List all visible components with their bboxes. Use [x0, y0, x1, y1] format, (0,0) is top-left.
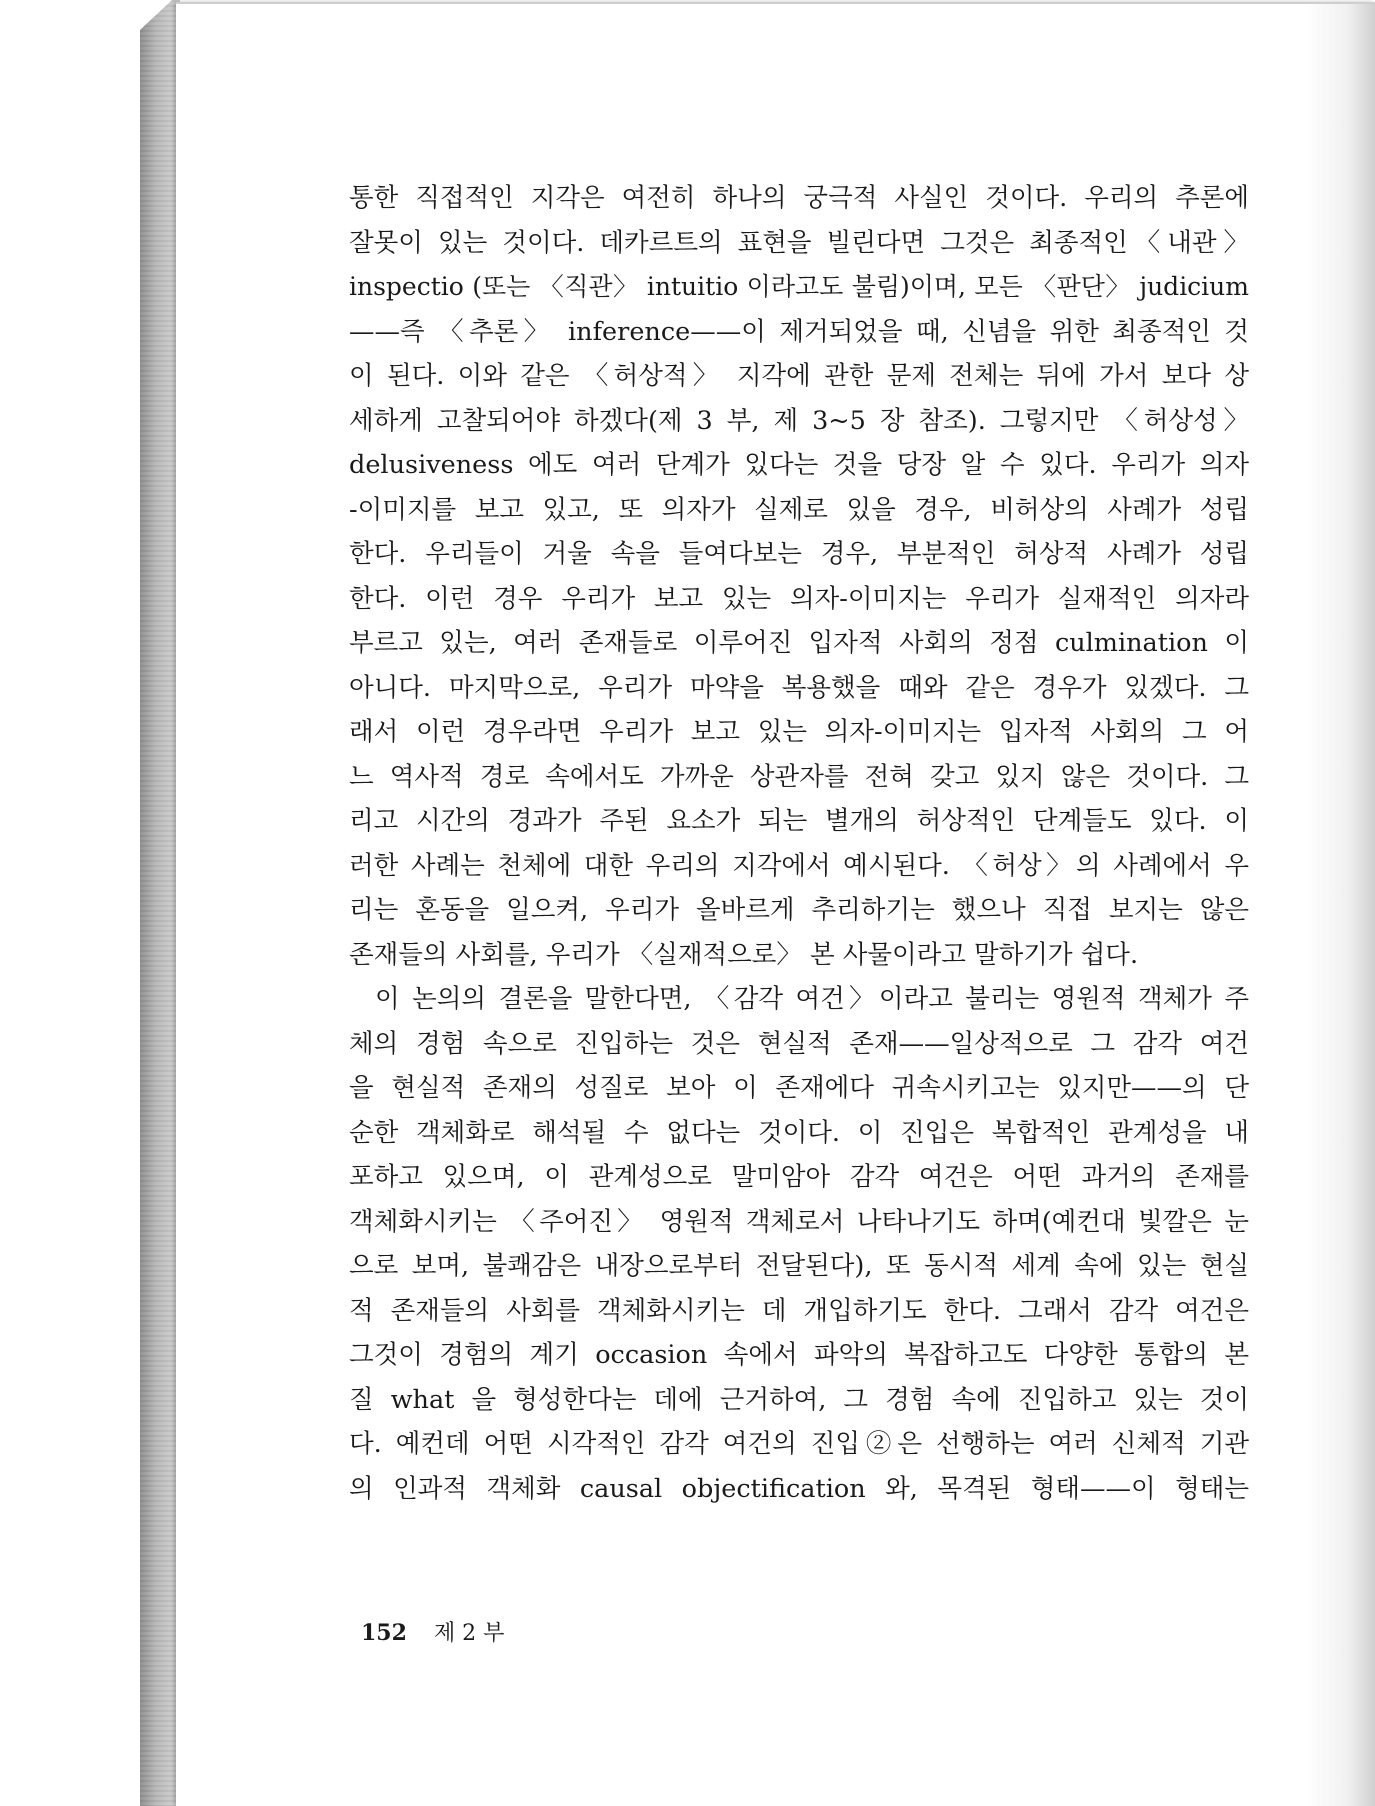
text-line: 러한 사례는 천체에 대한 우리의 지각에서 예시된다. 〈허상〉의 사례에서 우 [349, 850, 1249, 881]
text-line: 느 역사적 경로 속에서도 가까운 상관자를 전혀 갖고 있지 않은 것이다. 그 [349, 761, 1249, 792]
text-line: 존재들의 사회를, 우리가 〈실재적으로〉 본 사물이라고 말하기가 쉽다. [349, 939, 1139, 970]
text-line: 래서 이런 경우라면 우리가 보고 있는 의자-이미지는 입자적 사회의 그 어 [349, 717, 1249, 747]
page-shadow [1305, 4, 1375, 1806]
text-line: 이 논의의 결론을 말한다면, 〈감각 여건〉이라고 불리는 영원적 객체가 주 [375, 984, 1249, 1014]
text-line: 체의 경험 속으로 진입하는 것은 현실적 존재——일상적으로 그 감각 여건 [349, 1028, 1249, 1059]
text-line: 세하게 고찰되어야 하겠다(제 3 부, 제 3~5 장 참조). 그렇지만 〈허상성〉 [349, 405, 1249, 436]
text-line: 질 what 을 형성한다는 데에 근거하여, 그 경험 속에 진입하고 있는 것이 [349, 1384, 1249, 1415]
text-line: 통한 직접적인 지각은 여전히 하나의 궁극적 사실인 것이다. 우리의 추론에 [349, 183, 1249, 213]
text-line: delusiveness 에도 여러 단계가 있다는 것을 당장 알 수 있다. 우리가 의자 [349, 450, 1249, 480]
book-page [176, 2, 1375, 1806]
text-line: 그것이 경험의 계기 occasion 속에서 파악의 복잡하고도 다양한 통합의 본 [349, 1340, 1249, 1370]
text-line: 적 존재들의 사회를 객체화시키는 데 개입하기도 한다. 그래서 감각 여건은 [349, 1295, 1249, 1326]
text-line: ——즉 〈추론〉 inference——이 제거되었을 때, 신념을 위한 최종적인 것 [349, 316, 1249, 347]
text-line: 리고 시간의 경과가 주된 요소가 되는 별개의 허상적인 단계들도 있다. 이 [349, 806, 1249, 836]
page-footer [361, 1616, 504, 1647]
text-line: 의 인과적 객체화 causal objectification 와, 목격된 형태——이 형태는 [349, 1473, 1249, 1504]
text-line: 순한 객체화로 해석될 수 없다는 것이다. 이 진입은 복합적인 관계성을 내 [349, 1117, 1249, 1148]
text-line: 이 된다. 이와 같은 〈허상적〉 지각에 관한 문제 전체는 뒤에 가서 보다 상 [349, 361, 1249, 391]
text-line: -이미지를 보고 있고, 또 의자가 실제로 있을 경우, 비허상의 사례가 성립 [349, 494, 1249, 525]
text-line: 을 현실적 존재의 성질로 보아 이 존재에다 귀속시키고는 있지만——의 단 [349, 1073, 1249, 1103]
page-number: 152 [361, 1620, 407, 1646]
text-line: 다. 예컨데 어떤 시각적인 감각 여건의 진입②은 선행하는 여러 신체적 기관 [349, 1429, 1249, 1459]
text-line: 한다. 우리들이 거울 속을 들여다보는 경우, 부분적인 허상적 사례가 성립 [349, 539, 1249, 569]
text-line: 포하고 있으며, 이 관계성으로 말미암아 감각 여건은 어떤 과거의 존재를 [349, 1162, 1249, 1192]
body-text [349, 176, 1249, 1511]
text-line: 으로 보며, 불쾌감은 내장으로부터 전달된다), 또 동시적 세계 속에 있는 현실 [349, 1251, 1249, 1281]
text-line: inspectio (또는 〈직관〉 intuitio 이라고도 불림)이며, 모든 〈판단〉 judicium [349, 272, 1249, 301]
text-line: 부르고 있는, 여러 존재들로 이루어진 입자적 사회의 정점 culmination 이 [349, 628, 1249, 658]
text-line: 아니다. 마지막으로, 우리가 마약을 복용했을 때와 같은 경우가 있겠다. 그 [349, 672, 1249, 703]
section-label: 제 2 부 [433, 1621, 505, 1646]
text-line: 잘못이 있는 것이다. 데카르트의 표현을 빌린다면 그것은 최종적인〈내관〉 [349, 227, 1249, 258]
text-line: 리는 혼동을 일으켜, 우리가 올바르게 추리하기는 했으나 직접 보지는 않은 [349, 895, 1249, 925]
text-line: 한다. 이런 경우 우리가 보고 있는 의자-이미지는 우리가 실재적인 의자라 [349, 583, 1249, 614]
text-line: 객체화시키는 〈주어진〉 영원적 객체로서 나타나기도 하며(예컨대 빛깔은 눈 [349, 1206, 1249, 1237]
book-page-edges [140, 0, 180, 1806]
